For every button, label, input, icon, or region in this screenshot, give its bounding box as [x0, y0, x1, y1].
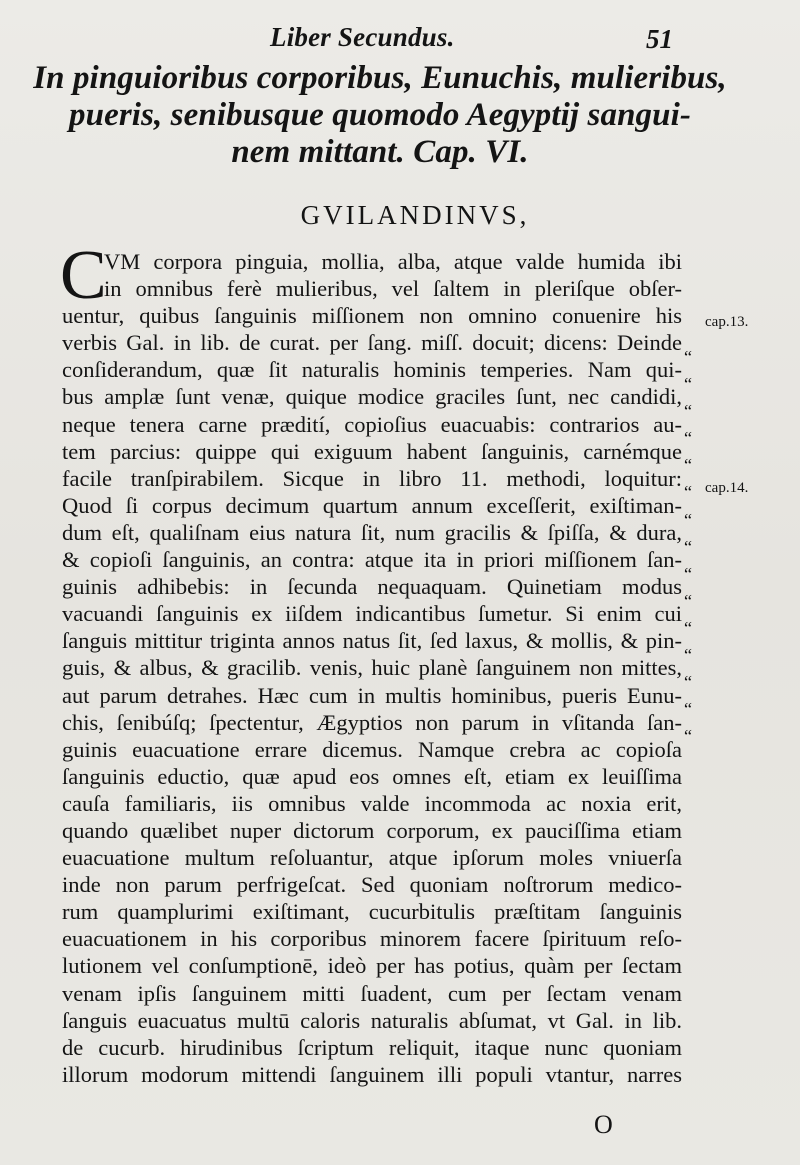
body-line: dum eſt, qualiſnam eius natura ſit, num gracilis & ſpiſſa, & dura, — [62, 519, 682, 545]
body-line: illorum modorum mittendi ſanguinem illi populi vtantur, narres — [62, 1061, 682, 1087]
page-number: 51 — [646, 24, 673, 54]
body-line: vacuandi ſanguinis ex iiſdem indicantibus ſumetur. Si enim cui — [62, 601, 682, 627]
chapter-title-line: In pinguioribus corporibus, Eunuchis, mulieribus, — [33, 60, 727, 96]
body-line: facile tranſpirabilem. Sicque in libro 11. methodi, loquitur: — [62, 465, 682, 491]
body-line: tem parcius: quippe qui exiguum habent ſanguinis, carnémque — [62, 438, 682, 464]
author-heading: GVILANDINVS, — [300, 200, 530, 230]
quote-mark: “ — [684, 482, 692, 503]
margin-quotes — [684, 344, 708, 750]
body-line: in omnibus ferè mulieribus, vel ſaltem in pleriſque obſer- — [104, 276, 682, 302]
margin-ref-cap14: cap.14. — [705, 480, 749, 496]
quote-mark: “ — [684, 347, 692, 367]
quote-mark: “ — [684, 563, 692, 584]
quote-mark: “ — [684, 672, 692, 693]
body-line: ſanguis mittitur triginta annos natus ſit, ſed laxus, & mollis, & pin- — [62, 628, 682, 654]
body-line: euacuationem in his corporibus minorem facere ſpirituum reſo- — [62, 926, 682, 952]
running-title: Liber Secundus. — [270, 22, 455, 52]
quote-mark: “ — [684, 536, 692, 557]
body-line-first — [62, 248, 682, 275]
quote-mark: “ — [684, 455, 692, 476]
quote-mark: “ — [684, 374, 692, 395]
body-line: lutionem vel conſumptionē, ideò per has potius, quàm per ſectam — [62, 953, 682, 979]
catchword: O — [594, 1110, 613, 1139]
body-line: ſanguinis eductio, quæ apud eos omnes eſt, etiam ex leuiſſima — [62, 763, 682, 789]
quote-mark: “ — [684, 726, 692, 747]
body-text — [60, 237, 682, 1088]
body-line: guis, & albus, & gracilib. venis, huic planè ſanguinem non mittes, — [62, 655, 682, 681]
quote-mark: “ — [684, 401, 692, 422]
body-line: venam ipſis ſanguinem mitti ſuadent, cum per ſectam venam — [62, 980, 682, 1006]
body-line: ſanguis euacuatus multū caloris naturalis abſumat, vt Gal. in lib. — [62, 1007, 682, 1033]
body-line: uentur, quibus ſanguinis miſſionem non omnino conuenire his — [62, 303, 682, 329]
body-line: chis, ſenibúſq; ſpectentur, Ægyptios non parum in vſitanda ſan- — [62, 709, 682, 735]
margin-ref-cap13: cap.13. — [705, 314, 749, 330]
chapter-title-line: pueris, senibusque quomodo Aegyptij sangui- — [69, 97, 691, 133]
body-line: de cucurb. hirudinibus ſcriptum reliquit, itaque nunc quoniam — [62, 1034, 682, 1060]
drop-cap: C — [60, 237, 107, 314]
body-line: aut parum detrahes. Hæc cum in multis hominibus, pueris Eunu- — [62, 682, 682, 708]
body-line: verbis Gal. in lib. de curat. per ſang. miſſ. docuit; dicens: Deinde — [62, 330, 682, 356]
quote-mark: “ — [684, 645, 692, 666]
chapter-title — [30, 60, 730, 171]
quote-mark: “ — [684, 617, 692, 638]
body-line: neque tenera carne prædití, copioſius euacuabis: contrarios au- — [62, 411, 682, 437]
quote-mark: “ — [684, 509, 692, 530]
quote-mark: “ — [684, 699, 692, 720]
body-line: Quod ſi corpus decimum quartum annum exceſſerit, exiſtiman- — [62, 492, 682, 518]
body-line: cauſa familiaris, iis omnibus valde incommoda ac noxia erit, — [62, 790, 682, 816]
first-word-smallcaps: VM — [104, 249, 141, 274]
body-line: & copioſi ſanguinis, an contra: atque ita in priori miſſionem ſan- — [62, 547, 682, 573]
chapter-title-line: nem mittant. Cap. VI. — [231, 134, 529, 170]
body-line: euacuatione multum reſoluantur, atque ipſorum moles vniuerſa — [62, 845, 682, 871]
body-line: guinis adhibebis: in ſecunda nequaquam. Quinetiam modus — [62, 574, 682, 600]
first-line-text: corpora pinguia, mollia, alba, atque valde humida ibi — [153, 249, 682, 274]
body-line: conſiderandum, quæ ſit naturalis hominis temperies. Nam qui- — [62, 357, 682, 383]
quote-mark: “ — [684, 590, 692, 611]
running-head — [0, 22, 800, 62]
body-line: rum quamplurimi exiſtimant, cucurbitulis præſtitam ſanguinis — [62, 899, 682, 925]
body-line: bus amplæ ſunt venæ, quique modice graciles ſunt, nec candidi, — [62, 384, 682, 410]
body-line: quando quælibet nuper dictorum corporum, ex pauciſſima etiam — [62, 817, 682, 843]
quote-mark: “ — [684, 428, 692, 449]
body-line: inde non parum perfrigeſcat. Sed quoniam noſtrorum medico- — [62, 872, 682, 898]
body-line: guinis euacuatione errare dicemus. Namque crebra ac copioſa — [62, 736, 682, 762]
